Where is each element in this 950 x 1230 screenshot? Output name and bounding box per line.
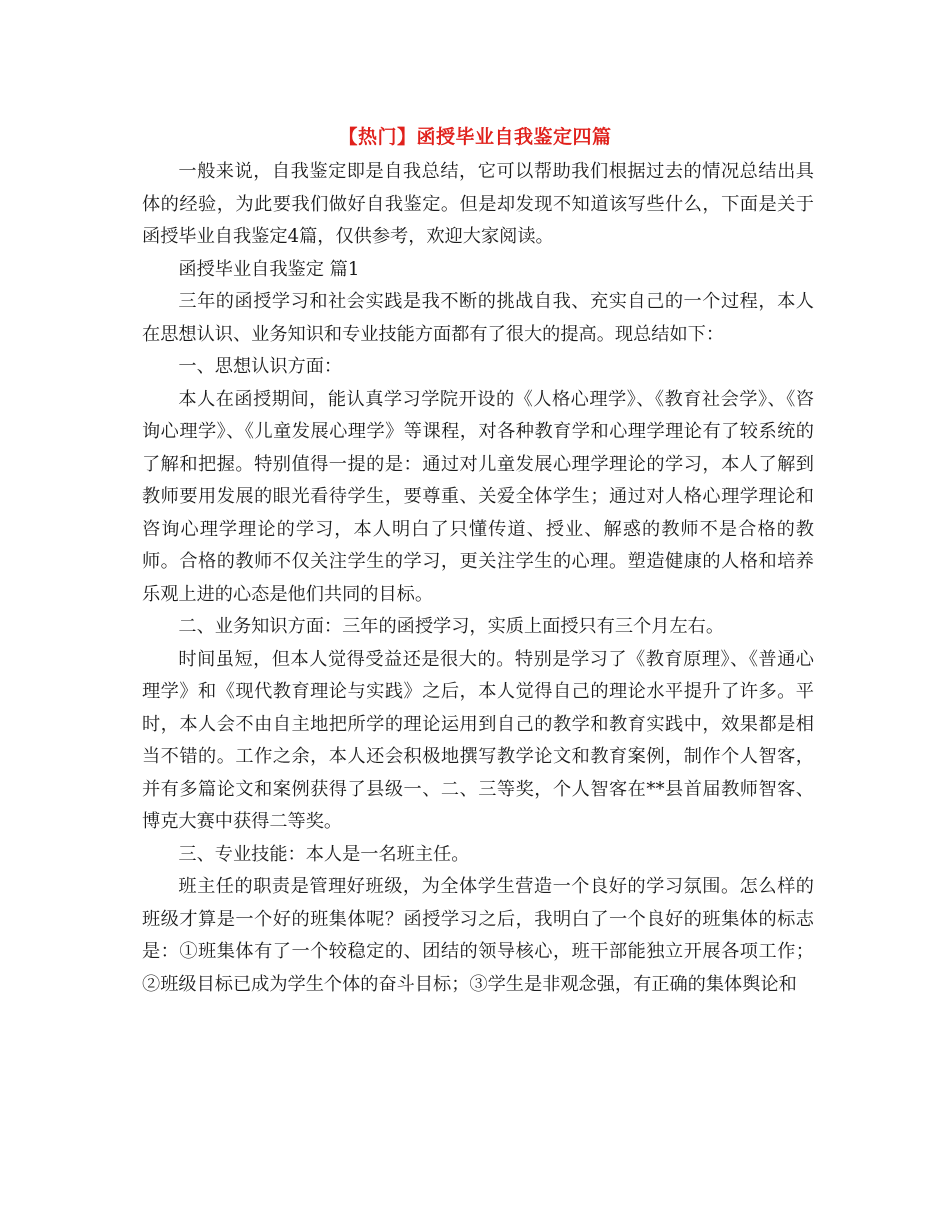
section-heading-knowledge: 二、业务知识方面：三年的函授学习，实质上面授只有三个月左右。 [178,616,725,637]
paragraph-overview: 三年的函授学习和社会实践是我不断的挑战自我、充实自己的一个过程，本人在思想认识、业务知识和专业技能方面都有了很大的提高。现总结如下： [142,291,814,345]
section-heading-part-1: 函授毕业自我鉴定 篇1 [178,258,360,280]
paragraph-ideology: 本人在函授期间，能认真学习学院开设的《人格心理学》、《教育社会学》、《咨询心理学》、《儿童发展心理学》等课程，对各种教育学和心理学理论有了较系统的了解和把握。特别值得一提的是：通过对儿童发展心理学理论的学习，本人了解到教师要用发展的眼光看待学生，要尊重、关爱全体学生；通过对人格心理学理论和咨询心理学理论的学习，本人明白了只懂传道、授业、解惑的教师不是合格的教师。合格的教师不仅关注学生的学习，更关注学生的心理。塑造健康的人格和培养乐观上进的心态是他们共同的目标。 [142,388,814,605]
document-title: 【热门】函授毕业自我鉴定四篇 [338,126,612,148]
document-body [142,156,814,1001]
paragraph-knowledge: 时间虽短，但本人觉得受益还是很大的。特别是学习了《教育原理》、《普通心理学》和《现代教育理论与实践》之后，本人觉得自己的理论水平提升了许多。平时，本人会不由自主地把所学的理论运用到自己的教学和教育实践中，效果都是相当不错的。工作之余，本人还会积极地撰写教学论文和教育案例，制作个人智客，并有多篇论文和案例获得了县级一、二、三等奖，个人智客在**县首届教师智客、博克大赛中获得二等奖。 [142,648,814,832]
paragraph-skills: 班主任的职责是管理好班级，为全体学生营造一个良好的学习氛围。怎么样的班级才算是一个好的班集体呢？函授学习之后，我明白了一个良好的班集体的标志是：①班集体有了一个较稳定的、团结的领导核心，班干部能独立开展各项工作；②班级目标已成为学生个体的奋斗目标；③学生是非观念强，有正确的集体舆论和 [142,876,814,995]
section-heading-skills: 三、专业技能：本人是一名班主任。 [178,843,470,865]
paragraph-intro: 一般来说，自我鉴定即是自我总结，它可以帮助我们根据过去的情况总结出具体的经验，为此要我们做好自我鉴定。但是却发现不知道该写些什么，下面是关于函授毕业自我鉴定4篇，仅供参考，欢迎大家阅读。 [142,161,814,247]
section-heading-ideology: 一、思想认识方面： [178,356,343,377]
